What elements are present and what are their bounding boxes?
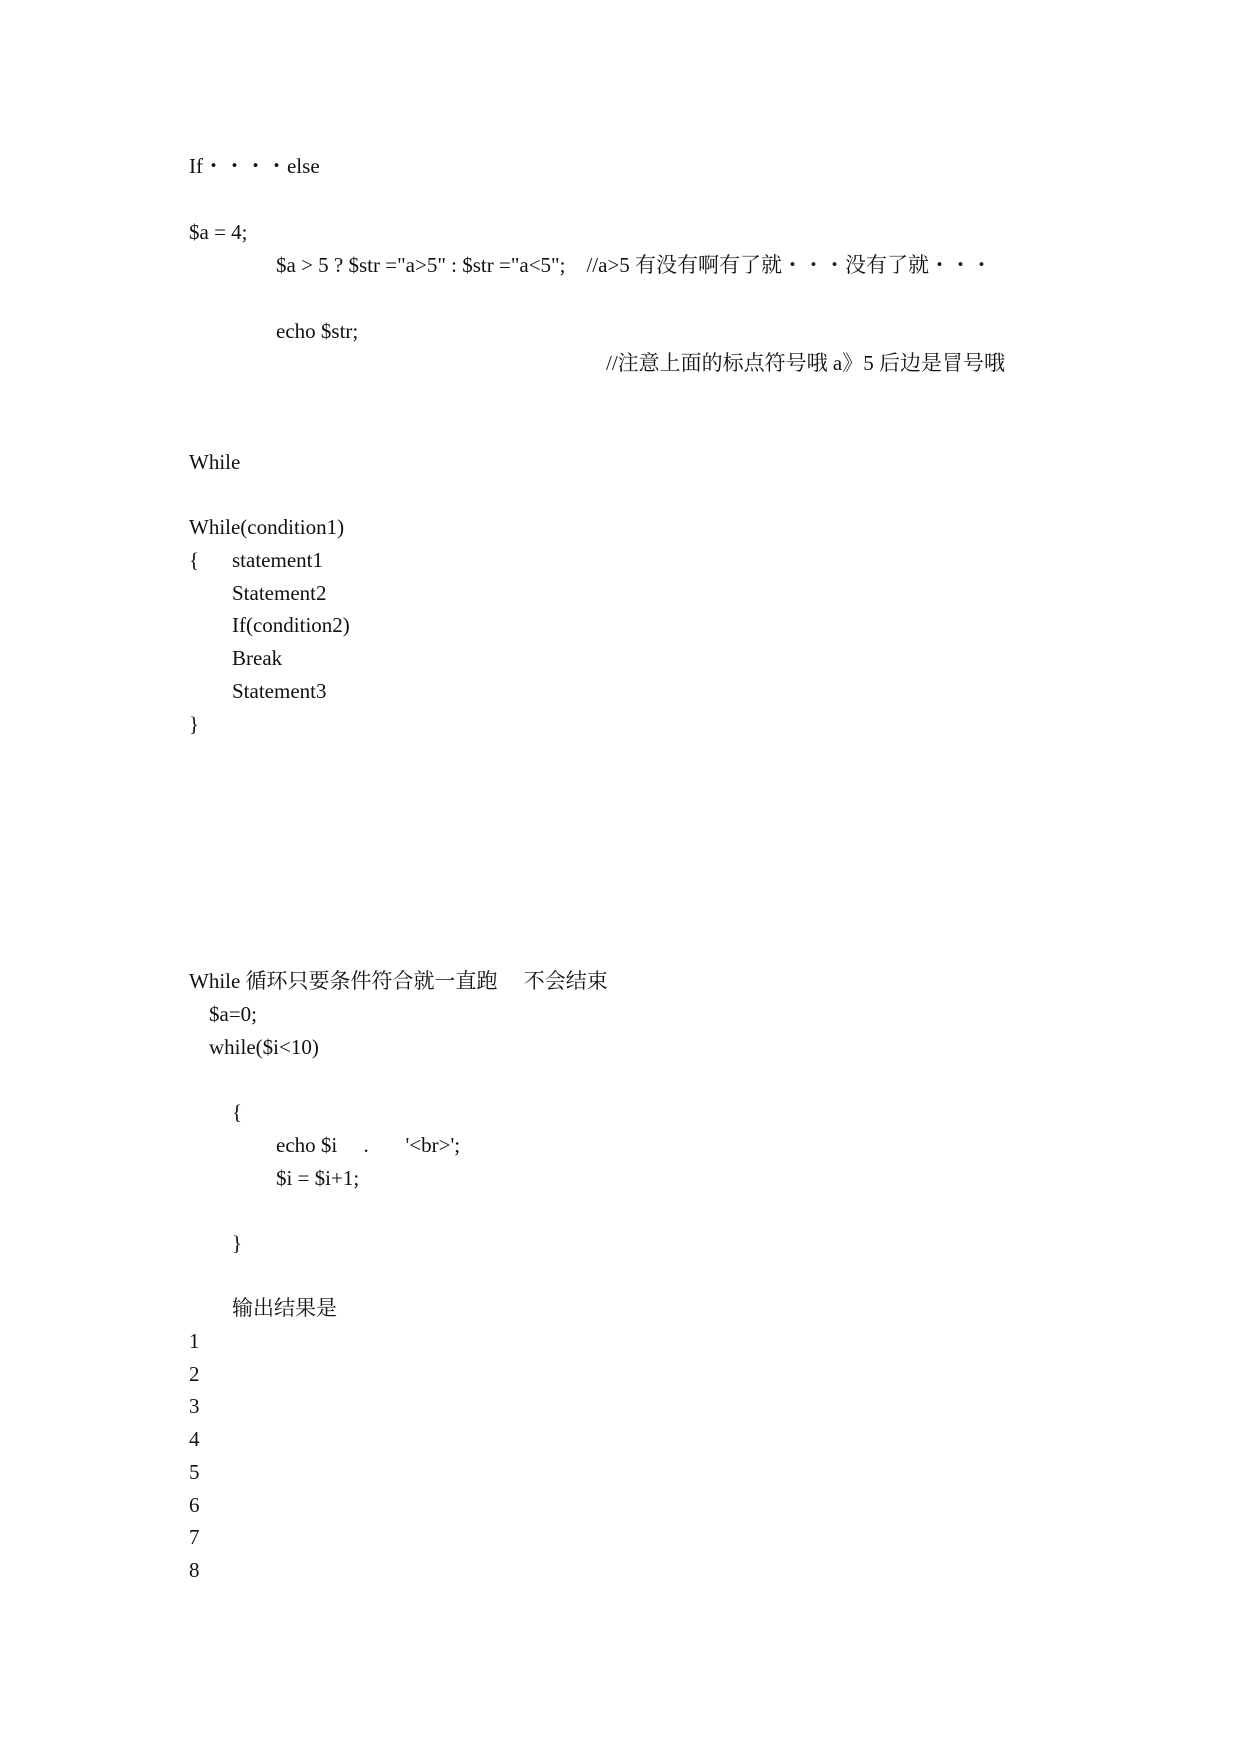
- code-line-condition: while($i<10): [209, 1035, 319, 1059]
- while-signature: While(condition1): [189, 515, 345, 539]
- example-open-brace: {: [232, 1100, 243, 1124]
- while-close-brace: }: [189, 712, 200, 736]
- output-line: 8: [189, 1558, 200, 1582]
- output-line: 2: [189, 1362, 200, 1386]
- while-open-brace: {: [189, 548, 200, 572]
- output-line: 6: [189, 1493, 200, 1517]
- while-body-line: Statement3: [232, 679, 327, 703]
- output-line: 1: [189, 1329, 200, 1353]
- code-line-init: $a=0;: [209, 1002, 257, 1026]
- output-line: 4: [189, 1427, 200, 1451]
- output-line: 5: [189, 1460, 200, 1484]
- while-body-line: If(condition2): [232, 613, 350, 637]
- code-line-assign: $a = 4;: [189, 220, 248, 244]
- code-line-increment: $i = $i+1;: [276, 1166, 360, 1190]
- code-line-echo-i: echo $i . '<br>';: [276, 1133, 461, 1157]
- while-example-heading: While 循环只要条件符合就一直跑 不会结束: [189, 969, 608, 993]
- if-else-heading: If・・・・else: [189, 154, 320, 178]
- output-line: 7: [189, 1525, 200, 1549]
- output-label: 输出结果是: [232, 1296, 337, 1320]
- code-line-ternary: $a > 5 ? $str ="a>5" : $str ="a<5"; //a>5 有没有啊有了就・・・没有了就・・・: [276, 253, 993, 277]
- while-heading: While: [189, 450, 241, 474]
- code-comment-note: //注意上面的标点符号哦 a》5 后边是冒号哦: [606, 351, 1005, 375]
- output-line: 3: [189, 1394, 200, 1418]
- example-close-brace: }: [232, 1231, 243, 1255]
- while-body-line: statement1: [232, 548, 323, 572]
- while-body-line: Break: [232, 646, 283, 670]
- while-body-line: Statement2: [232, 581, 327, 605]
- code-line-echo: echo $str;: [276, 319, 359, 343]
